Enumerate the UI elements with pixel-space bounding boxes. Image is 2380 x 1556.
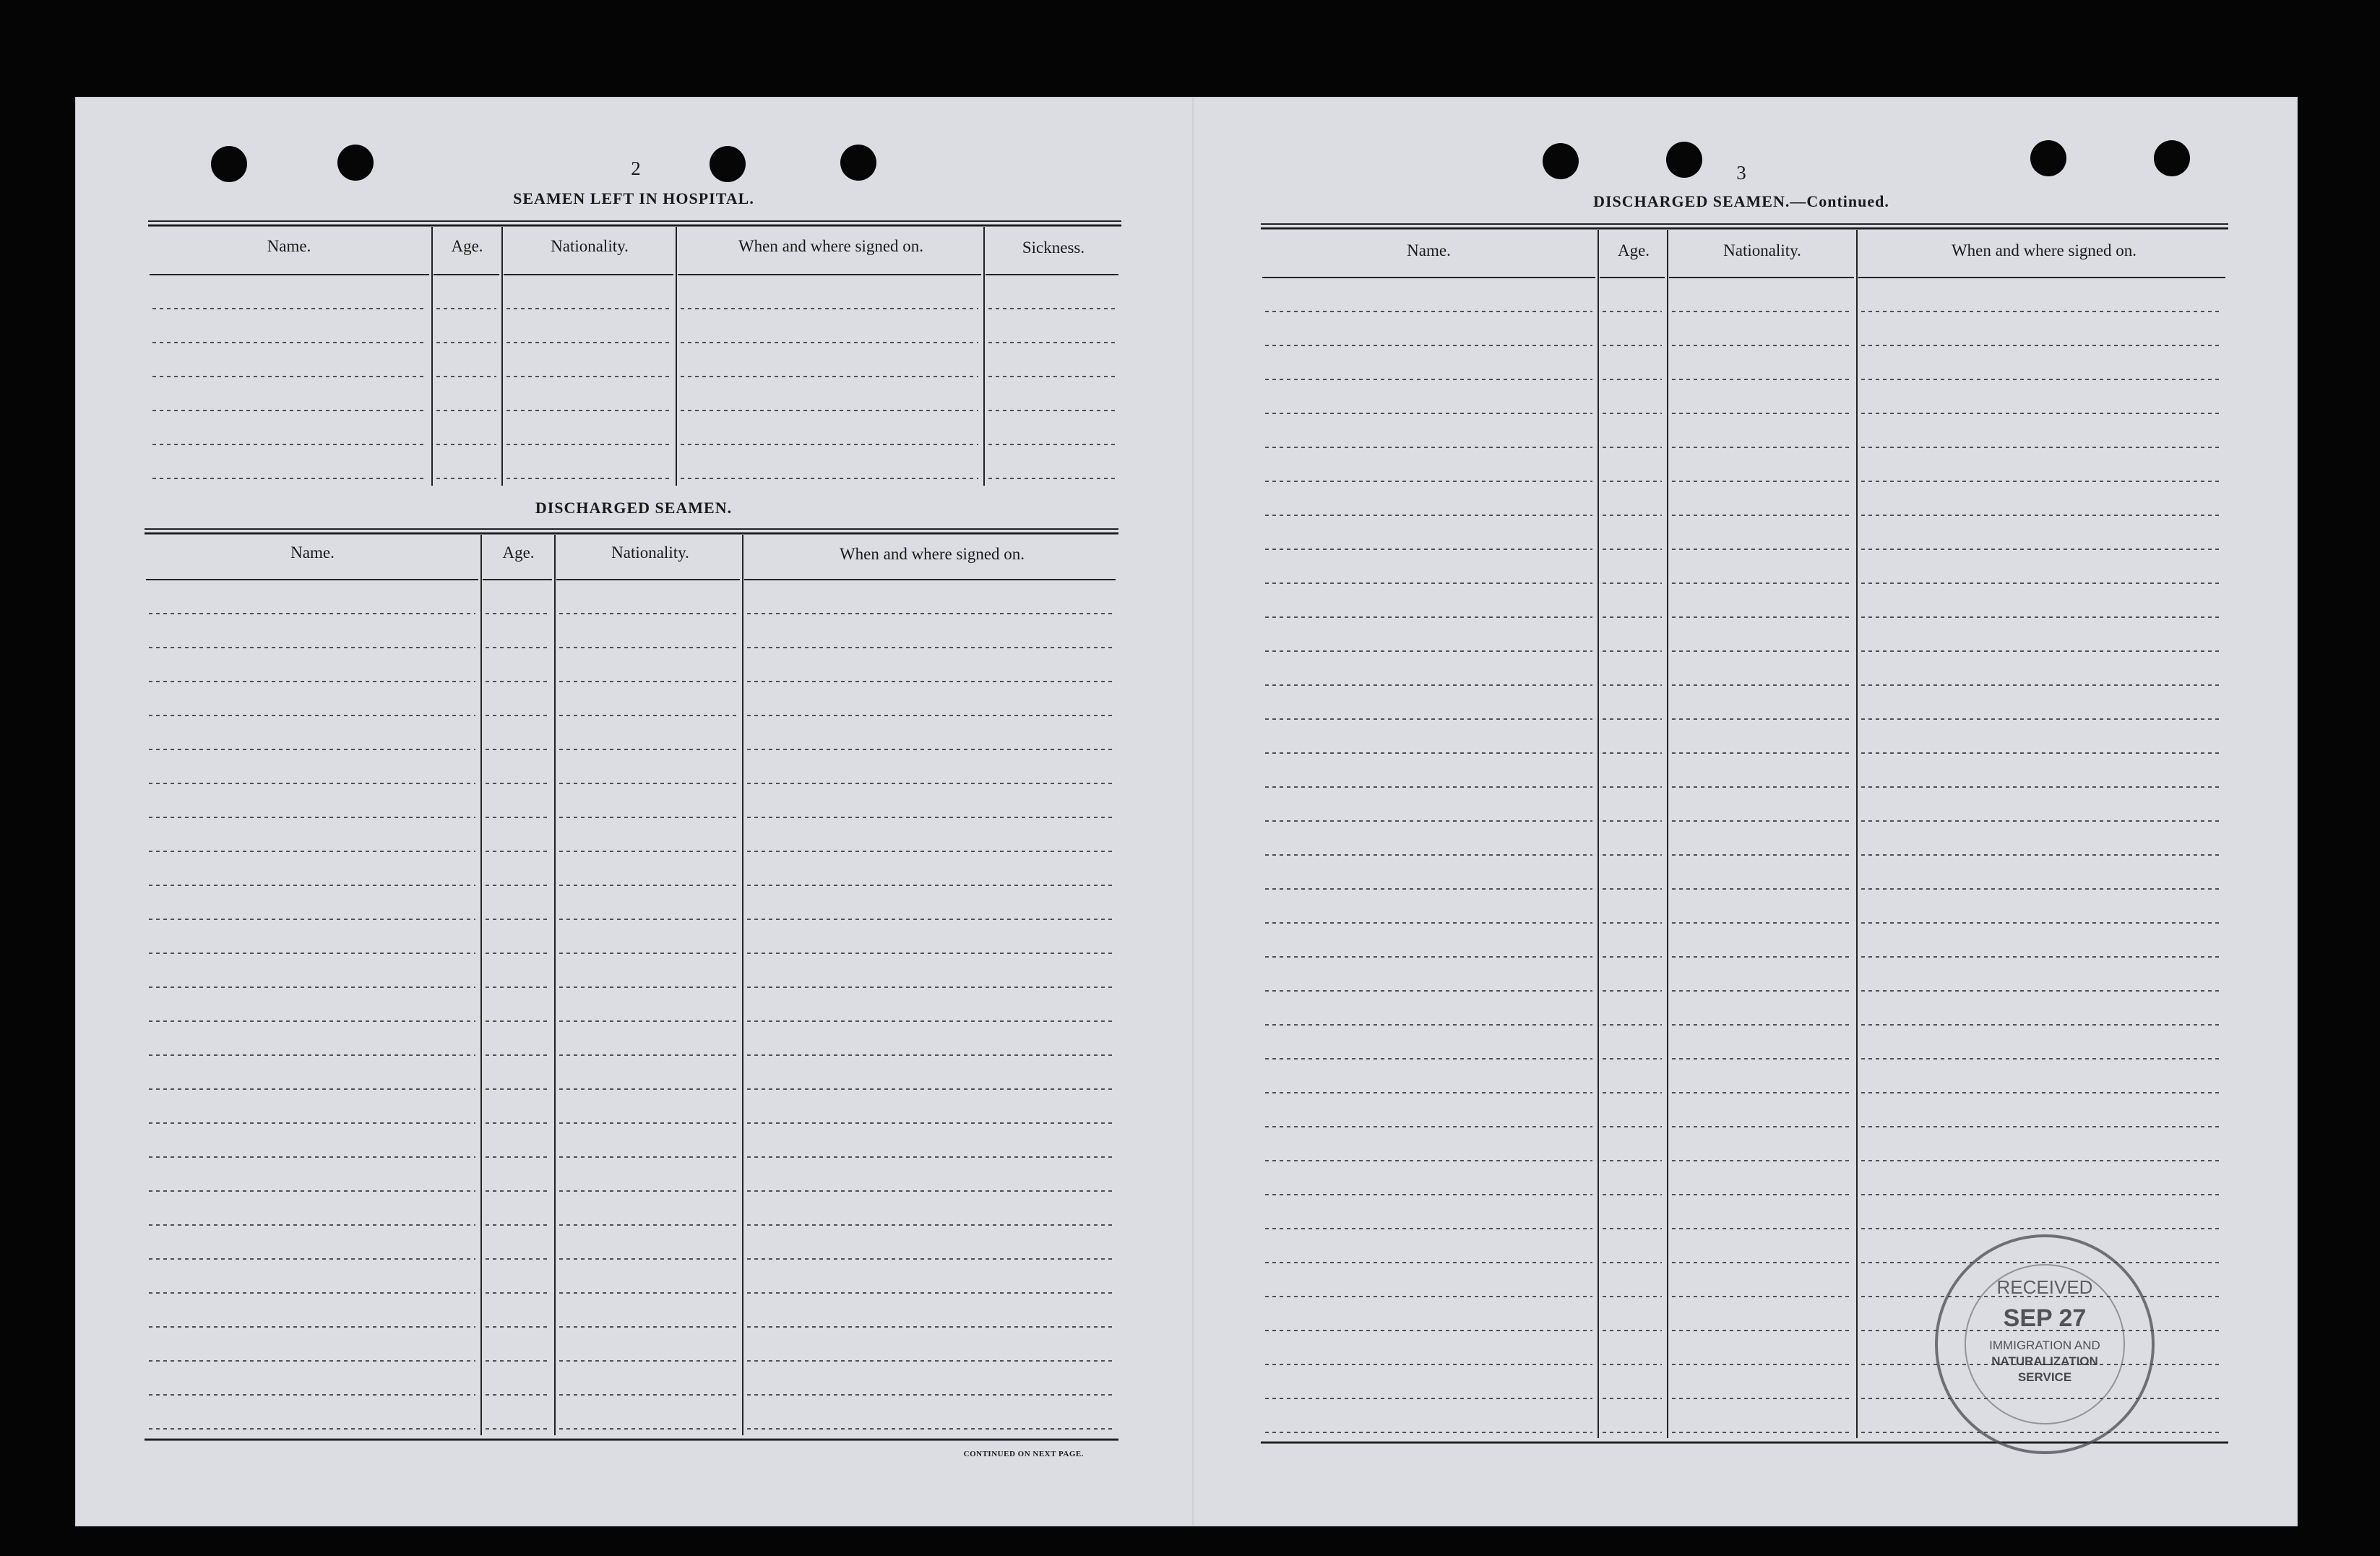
right-col-age: Age.: [1617, 241, 1650, 259]
hospital-col-nationality: Nationality.: [551, 237, 629, 255]
discharged-col-age: Age.: [502, 543, 535, 562]
continued-note: CONTINUED ON NEXT PAGE.: [963, 1450, 1084, 1458]
stamp-line: RECEIVED: [1996, 1276, 2093, 1298]
received-stamp: [1926, 1225, 2164, 1463]
hospital-col-signed-on: When and where signed on.: [738, 237, 924, 255]
hospital-col-name: Name.: [267, 237, 311, 255]
discharged-col-nationality: Nationality.: [611, 543, 689, 562]
stamp-line: SERVICE: [2017, 1370, 2072, 1384]
discharged-col-name: Name.: [290, 543, 335, 562]
right-col-name: Name.: [1407, 241, 1451, 259]
right-col-signed-on: When and where signed on.: [1951, 241, 2137, 259]
right-page-number: 3: [1736, 162, 1746, 184]
discharged-continued-title: DISCHARGED SEAMEN.—Continued.: [1593, 192, 1889, 210]
discharged-section-title: DISCHARGED SEAMEN.: [535, 499, 733, 517]
left-page-number: 2: [631, 158, 641, 179]
stamp-line: IMMIGRATION AND: [1989, 1338, 2100, 1352]
hospital-col-sickness: Sickness.: [1022, 238, 1085, 257]
discharged-col-signed-on: When and where signed on.: [839, 545, 1025, 563]
hospital-section-title: SEAMEN LEFT IN HOSPITAL.: [513, 189, 754, 207]
right-col-nationality: Nationality.: [1723, 241, 1801, 259]
hospital-col-age: Age.: [451, 237, 483, 255]
stamp-line: SEP 27: [2003, 1304, 2087, 1332]
stamp-line: NATURALIZATION: [1991, 1354, 2098, 1368]
